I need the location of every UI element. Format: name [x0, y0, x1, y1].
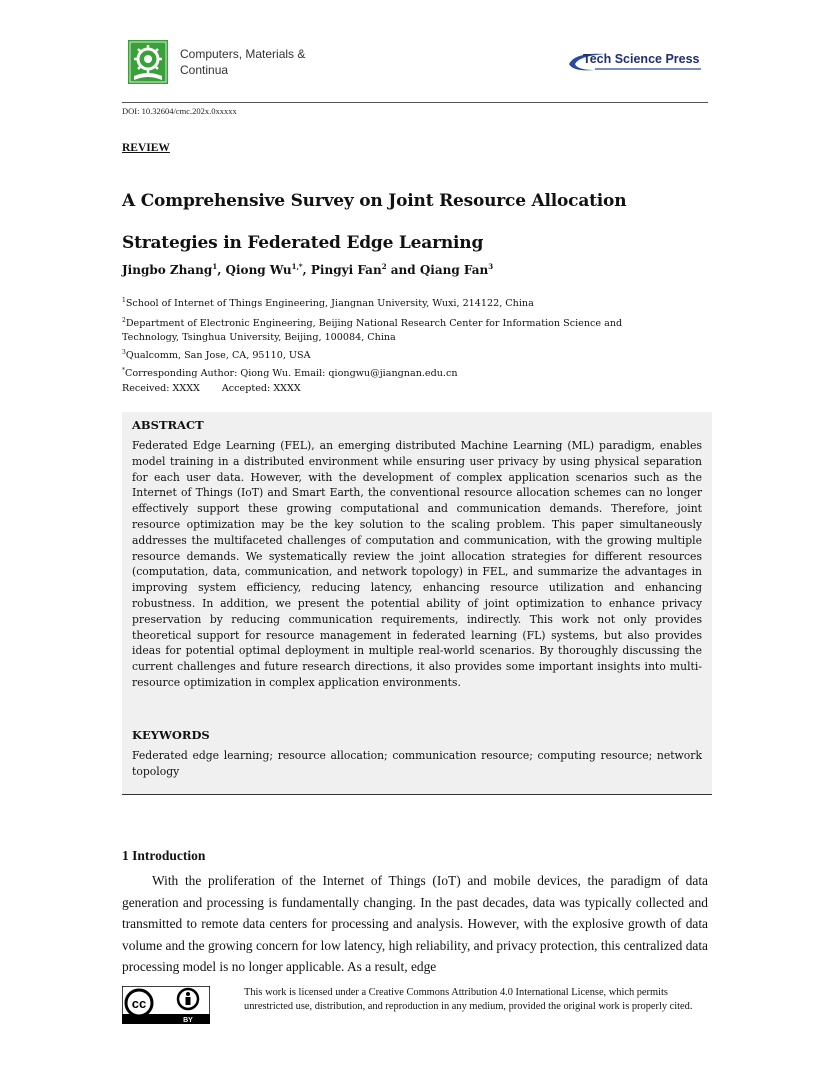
doi: DOI: 10.32604/cmc.202x.0xxxxx — [122, 106, 237, 116]
paper-title: A Comprehensive Survey on Joint Resource Allocation Strategies in Federated Edge Learning — [122, 191, 627, 253]
affiliation-mark: 1 — [122, 297, 126, 304]
author-affiliation-mark: 2 — [381, 262, 387, 271]
corresponding-text: Corresponding Author: Qiong Wu. Email: qiongwu@jiangnan.edu.cn — [125, 368, 458, 380]
author-separator: and — [386, 263, 420, 277]
author-affiliation-mark: 3 — [488, 262, 494, 271]
article-type: REVIEW — [122, 142, 170, 154]
keywords-heading: KEYWORDS — [132, 728, 210, 742]
accepted-date: Accepted: XXXX — [221, 383, 301, 394]
abstract-rule — [122, 794, 712, 795]
author-separator: , — [302, 263, 311, 277]
license-text: This work is licensed under a Creative Commons Attribution 4.0 International License, which permits unrestricted use, distribution, and reproduction in any medium, provided the original work is properly cited. — [244, 987, 693, 1012]
affiliation-mark: 2 — [122, 317, 126, 324]
corresponding-author — [122, 364, 682, 381]
author-affiliation-mark: 1,* — [291, 262, 303, 271]
abstract-text: Federated Edge Learning (FEL), an emerging distributed Machine Learning (ML) paradigm, enables model training in a distributed environment while ensuring user privacy by using physical separation for each user data. However, with the development of complex application scenarios such as the Internet of Things (IoT) and Smart Earth, the conventional resource allocation schemes can no longer effectively support these growing computational and communication demands. Therefore, joint resource optimization may be the key solution to the scaling problem. This paper simultaneously addresses the multifaceted challenges of computation and communication, with the growing multiple resource demands. We systematically review the joint allocation strategies for different resources (computation, data, communication, and network topology) in FEL, and summarize the advantages in improving system efficiency, reducing latency, enhancing resource utilization and enhancing robustness. In addition, we present the potential ability of joint optimization to enhance privacy preservation by reducing communication requirements, indirectly. This work not only provides theoretical support for resource management in federated learning (FL) systems, but also provides ideas for potential optimal deployment in multiple real-world scenarios. By thoroughly discussing the current challenges and future research directions, it also provides some important insights into multi-resource optimization in complex application environments. — [132, 439, 702, 689]
affiliation — [122, 346, 682, 363]
received-date: Received: XXXX — [122, 383, 200, 394]
publisher-logo — [565, 50, 705, 74]
body-paragraph: With the proliferation of the Internet of Things (IoT) and mobile devices, the paradigm of data generation and processing is fundamentally changing. In the past decades, data was typically collected and transmitted to remote data centers for processing and analysis. However, with the explosive growth of data volume and the growing concern for low latency, high reliability, and privacy protection, this centralized data processing model is no longer applicable. As a result, edge — [122, 873, 708, 974]
keywords-text: Federated edge learning; resource allocation; communication resource; computing resource; network topology — [132, 749, 702, 778]
author-name: Qiang Fan — [419, 263, 489, 277]
corresponding-mark: * — [122, 367, 125, 374]
affiliation — [122, 294, 682, 311]
author-name: Qiong Wu — [225, 263, 292, 277]
cc-by-label: BY — [183, 1017, 193, 1024]
article-dates — [122, 382, 682, 396]
author-name: Pingyi Fan — [310, 263, 382, 277]
affiliation-text: Qualcomm, San Jose, CA, 95110, USA — [125, 350, 311, 362]
affiliation-text: School of Internet of Things Engineering, Jiangnan University, Wuxi, 214122, China — [125, 298, 534, 310]
author-list — [122, 262, 493, 277]
affiliation-text: Department of Electronic Engineering, Beijing National Research Center for Information Science and Technology, Tsinghua University, Beijing, 100084, China — [122, 318, 623, 344]
author-name: Jingbo Zhang — [122, 263, 213, 277]
abstract-heading: ABSTRACT — [132, 418, 204, 432]
affiliation — [122, 314, 682, 345]
journal-name: Computers, Materials & Continua — [180, 47, 306, 77]
gear-book-logo-icon — [128, 40, 168, 84]
section-heading: 1 Introduction — [122, 848, 206, 863]
author-separator: , — [217, 263, 226, 277]
author-affiliation-mark: 1 — [212, 262, 218, 271]
affiliation-mark: 3 — [122, 349, 126, 356]
publisher-name: Tech Science Press — [583, 52, 700, 66]
header-rule — [122, 102, 708, 103]
svg-text:cc: cc — [131, 996, 147, 1011]
cc-by-icon — [122, 986, 210, 1024]
